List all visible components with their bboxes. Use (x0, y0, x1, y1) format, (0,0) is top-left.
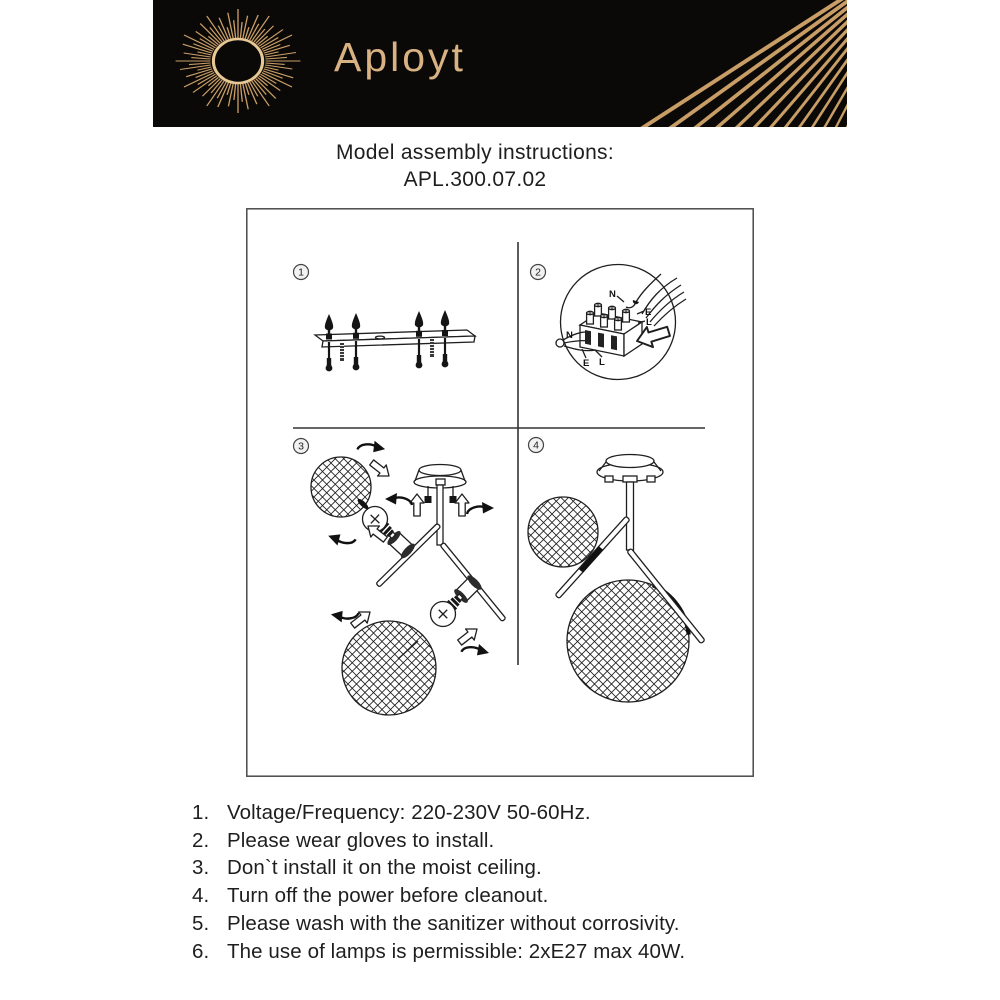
title-line-1: Model assembly instructions: (335, 141, 614, 164)
rotate-arrow-icon (385, 493, 412, 505)
item-text: Don`t install it on the moist ceiling. (227, 856, 542, 880)
starburst-logo-icon (176, 9, 301, 113)
step-badge-3 (294, 439, 309, 454)
step-badge-4 (529, 438, 544, 453)
step-badge-1 (294, 265, 309, 280)
banner-decor (153, 0, 847, 127)
list-item (192, 882, 685, 910)
item-number: 4. (192, 884, 210, 908)
item-number: 5. (192, 911, 210, 935)
item-number: 3. (192, 856, 210, 880)
svg-text:2: 2 (535, 266, 541, 279)
instructions-list (192, 799, 685, 965)
wire-label-terminal-l: L (599, 357, 605, 368)
item-number: 2. (192, 828, 210, 852)
item-number: 1. (192, 801, 210, 824)
svg-text:1: 1 (298, 266, 304, 279)
assembly-diagram (246, 208, 754, 777)
item-text: Please wash with the sanitizer without corrosivity. (227, 911, 680, 935)
wire-label-incoming-e: E (645, 307, 652, 318)
step2-wiring-detail (556, 265, 686, 380)
list-item (192, 910, 685, 938)
item-text: The use of lamps is permissible: 2xE27 max 40W. (227, 939, 686, 963)
list-item (192, 938, 685, 966)
brand-banner (153, 0, 847, 127)
list-item (192, 827, 685, 855)
push-arrow-icon (367, 457, 393, 482)
brand-wordmark: Aployt (334, 34, 466, 80)
svg-text:3: 3 (298, 440, 304, 453)
item-number: 6. (192, 939, 210, 963)
list-item (192, 799, 685, 827)
wire-label-incoming-l: L (646, 317, 652, 328)
wire-label-terminal-n: N (566, 330, 573, 341)
step3-exploded-assembly (311, 438, 506, 715)
rotate-arrow-icon (467, 502, 494, 514)
push-arrow-icon (455, 623, 481, 648)
rotate-arrow-icon (326, 530, 355, 551)
item-text: Voltage/Frequency: 220-230V 50-60Hz. (227, 801, 591, 824)
up-arrow-icon (410, 494, 424, 516)
wire-label-incoming-n: N (609, 289, 616, 300)
rotate-arrow-icon (461, 640, 490, 659)
title-line-2-model-code: APL.300.07.02 (403, 168, 547, 191)
item-text: Turn off the power before cleanout. (227, 884, 549, 908)
step1-mounting-bracket (315, 310, 475, 371)
rotate-arrow-icon (357, 438, 386, 455)
svg-text:4: 4 (533, 439, 539, 452)
step-badge-2 (531, 265, 546, 280)
list-item (192, 854, 685, 882)
page-title (0, 139, 950, 193)
item-text: Please wear gloves to install. (227, 828, 495, 852)
wire-label-terminal-e: E (583, 358, 590, 369)
step4-assembled-fixture (528, 455, 705, 703)
